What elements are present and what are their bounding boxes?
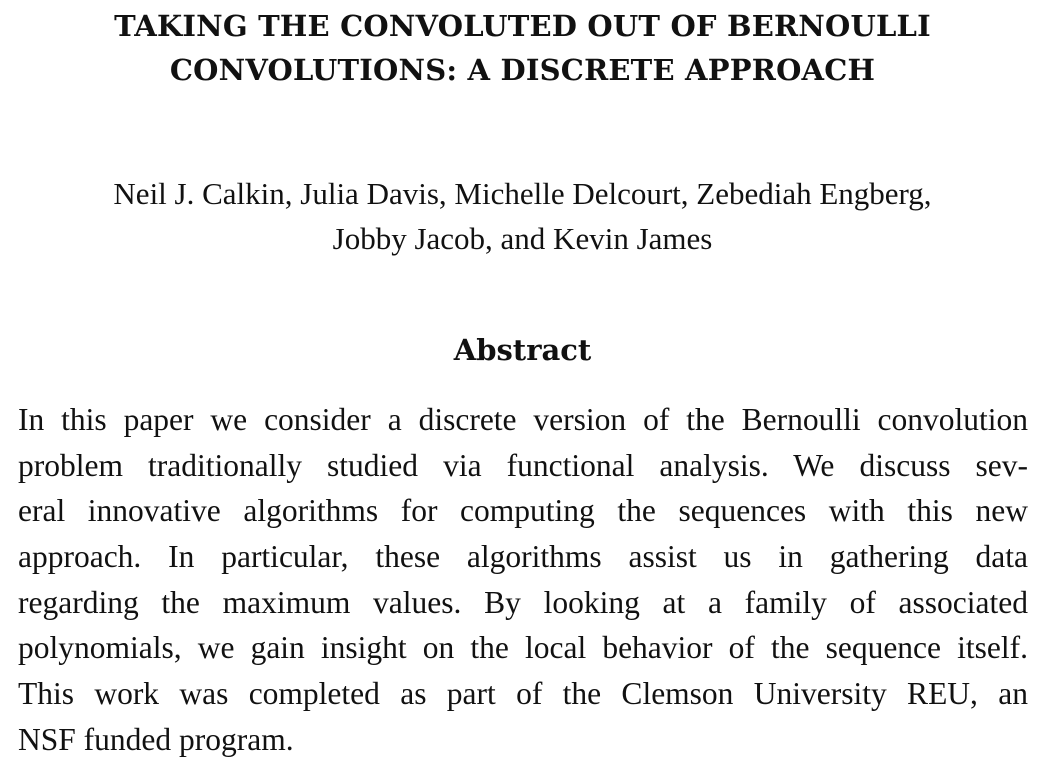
abstract-line: problem traditionally studied via functional analysis. We discuss sev- [18, 447, 1028, 483]
abstract-line: approach. In particular, these algorithms assist us in gathering data [18, 539, 1028, 575]
paper-title [0, 4, 1045, 92]
abstract-line: This work was completed as part of the Clemson University REU, an [18, 676, 1028, 712]
abstract-line: In this paper we consider a discrete version of the Bernoulli convolution [18, 402, 1028, 437]
author-list [0, 171, 1045, 261]
author-line: Jobby Jacob, and Kevin James [332, 221, 713, 256]
abstract-line: polynomials, we gain insight on the local behavior of the sequence itself. [18, 630, 1028, 666]
abstract-line: NSF funded program. [18, 721, 294, 757]
abstract-line: eral innovative algorithms for computing the sequences with this new [18, 493, 1028, 529]
title-line: TAKING THE CONVOLUTED OUT OF BERNOULLI [114, 9, 931, 43]
abstract-line: regarding the maximum values. By looking at a family of associated [18, 584, 1028, 620]
author-line: Neil J. Calkin, Julia Davis, Michelle Delcourt, Zebediah Engberg, [113, 176, 932, 211]
abstract-body [18, 397, 1028, 763]
title-line: CONVOLUTIONS: A DISCRETE APPROACH [169, 53, 876, 87]
abstract-heading: Abstract [453, 333, 592, 367]
